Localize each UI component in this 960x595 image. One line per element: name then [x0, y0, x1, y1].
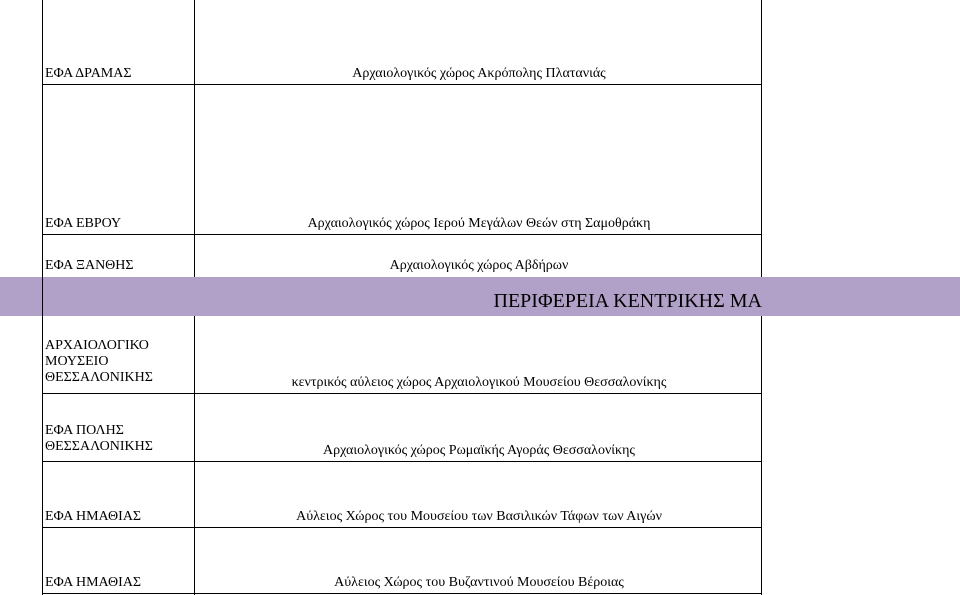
grid-line	[42, 234, 762, 235]
region-line: ΘΕΣΣΑΛΟΝΙΚΗΣ	[45, 370, 153, 385]
grid-line	[42, 593, 762, 594]
table-cell-region: ΕΦΑ ΗΜΑΘΙΑΣ	[45, 509, 142, 524]
grid-line	[42, 393, 762, 394]
grid-line	[42, 461, 762, 462]
table-cell-site: Αύλειος Χώρος του Μουσείου των Βασιλικών Τάφων των Αιγών	[296, 509, 662, 524]
region-line: ΕΦΑ ΠΟΛΗΣ	[45, 423, 124, 438]
grid-line	[194, 316, 195, 595]
table-cell-region: ΕΦΑ ΕΒΡΟΥ	[45, 216, 122, 231]
table-cell-site: Αύλειος Χώρος του Βυζαντινού Μουσείου Βέροιας	[334, 575, 624, 590]
table-cell-region: ΕΦΑ ΔΡΑΜΑΣ	[45, 66, 132, 81]
region-line: ΘΕΣΣΑΛΟΝΙΚΗΣ	[45, 439, 153, 454]
grid-line	[42, 84, 762, 85]
grid-line	[761, 0, 762, 277]
grid-line	[194, 0, 195, 277]
table-cell-site: Αρχαιολογικός χώρος Αβδήρων	[389, 258, 569, 273]
grid-line	[42, 0, 43, 595]
table-cell-site: κεντρικός αύλειος χώρος Αρχαιολογικού Μουσείου Θεσσαλονίκης	[291, 375, 667, 390]
table-cell-region: ΕΦΑ ΗΜΑΘΙΑΣ	[45, 575, 142, 590]
table-cell-site: Αρχαιολογικός χώρος Ακρόπολης Πλατανιάς	[352, 66, 606, 81]
region-line: ΑΡΧΑΙΟΛΟΓΙΚΟ	[45, 338, 149, 353]
table-cell-site: Αρχαιολογικός χώρος Ρωμαϊκής Αγοράς Θεσσαλονίκης	[323, 443, 635, 458]
table-cell-site: Αρχαιολογικός χώρος Ιερού Μεγάλων Θεών στη Σαμοθράκη	[307, 216, 651, 231]
table-cell-region	[45, 338, 153, 386]
grid-line	[42, 527, 762, 528]
table-cell-region	[45, 423, 153, 455]
section-header-title: ΠΕΡΙΦΕΡΕΙΑ ΚΕΝΤΡΙΚΗΣ ΜΑ	[493, 290, 762, 312]
region-line: ΜΟΥΣΕΙΟ	[45, 354, 109, 369]
table-cell-region: ΕΦΑ ΞΑΝΘΗΣ	[45, 258, 134, 273]
